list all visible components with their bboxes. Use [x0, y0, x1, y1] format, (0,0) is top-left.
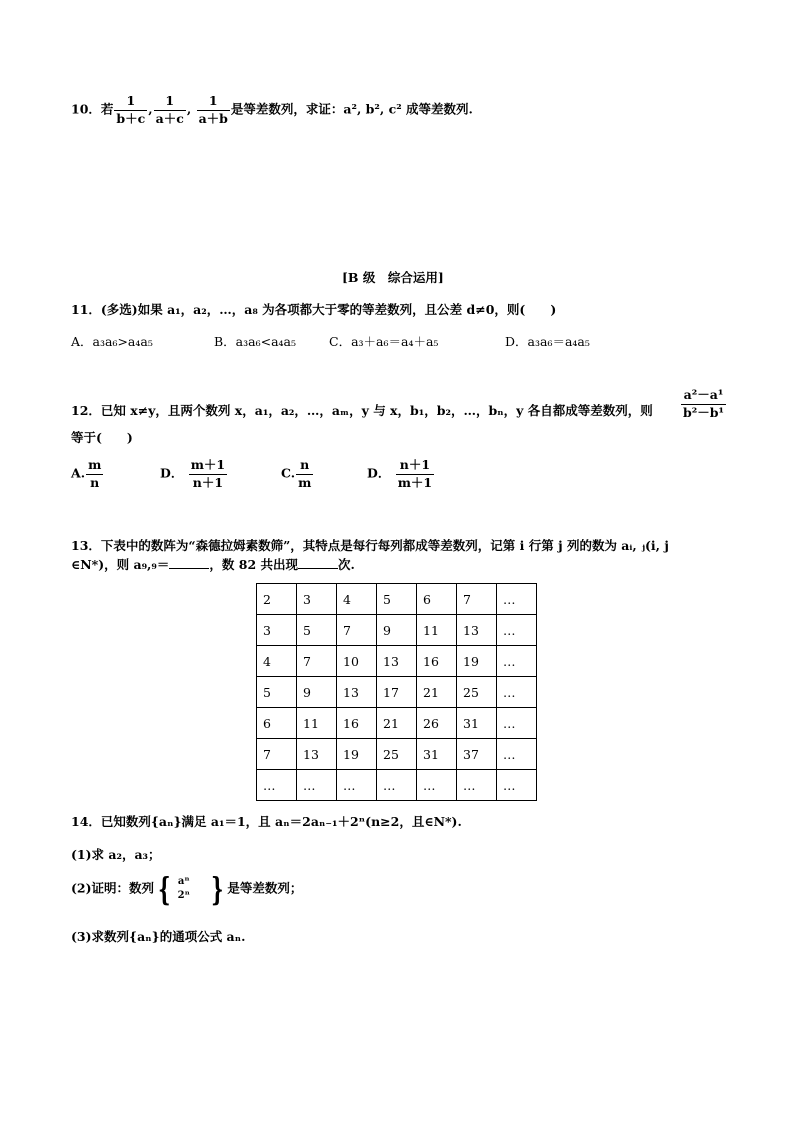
table-cell: 10: [337, 646, 377, 677]
q14-part-3: (3)求数列{aₙ}的通项公式 aₙ.: [71, 929, 246, 944]
table-cell: 17: [377, 677, 417, 708]
q12-stem-end: 等于( ): [71, 430, 133, 445]
question-11-stem: 11．(多选)如果 a₁，a₂，…，a₈ 为各项都大于零的等差数列，且公差 d≠0，则( ): [71, 302, 557, 317]
table-cell: 6: [417, 584, 457, 615]
table-cell: 37: [457, 739, 497, 770]
table-row: [257, 646, 537, 677]
table-cell: 31: [457, 708, 497, 739]
table-cell: 16: [337, 708, 377, 739]
answer-blank-1: [169, 556, 209, 569]
table-cell: 9: [297, 677, 337, 708]
table-cell: 5: [377, 584, 417, 615]
table-cell: …: [457, 770, 497, 801]
question-13-line-2: ∈N*)，则 a₉,₉＝ ，数 82 共出现 次.: [71, 557, 355, 572]
table-cell: 4: [257, 646, 297, 677]
table-row: [257, 615, 537, 646]
table-cell: 13: [377, 646, 417, 677]
q10-number: 10．若: [71, 101, 114, 117]
table-cell: …: [497, 584, 537, 615]
q12-option-a: A. $\frac{m}{n}$: [71, 457, 102, 490]
q11-option-c: C．a₃＋a₆＝a₄＋a₅: [329, 334, 439, 349]
table-cell: …: [497, 646, 537, 677]
table-cell: 11: [417, 615, 457, 646]
table-cell: 21: [377, 708, 417, 739]
table-cell: 4: [337, 584, 377, 615]
table-cell: 13: [297, 739, 337, 770]
answer-blank-2: [298, 556, 338, 569]
q14-part-2: (2)证明：数列 { aⁿ 2ⁿ } 是等差数列；: [71, 870, 303, 908]
table-cell: 19: [457, 646, 497, 677]
q12-option-b: D． $\frac{m+1}{n+1}$: [160, 457, 226, 490]
table-cell: …: [377, 770, 417, 801]
table-cell: 5: [257, 677, 297, 708]
q12-option-c: C. $\frac{n}{m}$: [281, 457, 312, 490]
table-cell: …: [417, 770, 457, 801]
table-row: [257, 584, 537, 615]
q10-fraction-3: $\frac{1}{a+b}$: [198, 93, 228, 126]
table-cell: 16: [417, 646, 457, 677]
table-cell: …: [497, 770, 537, 801]
table-cell: 7: [457, 584, 497, 615]
table-cell: …: [497, 708, 537, 739]
table-cell: 7: [257, 739, 297, 770]
table-cell: 25: [377, 739, 417, 770]
q14-part-1: (1)求 a₂，a₃；: [71, 847, 161, 862]
table-cell: 25: [457, 677, 497, 708]
table-cell: 3: [297, 584, 337, 615]
table-row: [257, 708, 537, 739]
table-cell: 21: [417, 677, 457, 708]
table-row: [257, 677, 537, 708]
q10-fraction-2: $\frac{1}{a+c}$: [155, 93, 184, 126]
q11-option-b: B．a₃a₆<a₄a₅: [214, 334, 297, 349]
table-cell: 5: [297, 615, 337, 646]
table-cell: …: [297, 770, 337, 801]
table-row: [257, 739, 537, 770]
table-row: [257, 770, 537, 801]
table-cell: 26: [417, 708, 457, 739]
table-cell: …: [337, 770, 377, 801]
table-cell: 7: [337, 615, 377, 646]
table-cell: 3: [257, 615, 297, 646]
table-cell: 13: [337, 677, 377, 708]
table-cell: …: [257, 770, 297, 801]
table-cell: 9: [377, 615, 417, 646]
question-14-stem: 14．已知数列{aₙ}满足 a₁＝1，且 aₙ＝2aₙ₋₁＋2ⁿ(n≥2，且∈N*).: [71, 814, 462, 829]
question-13-line-1: 13．下表中的数阵为“森德拉姆素数筛”，其特点是每行每列都成等差数列，记第 i 行第 j 列的数为 aᵢ, ⱼ(i, j: [71, 538, 669, 553]
q10-fraction-1: $\frac{1}{b+c}$: [116, 93, 146, 126]
table-cell: 6: [257, 708, 297, 739]
q12-option-d: D． $\frac{n+1}{m+1}$: [367, 457, 433, 490]
sundaram-sieve-table: [256, 583, 537, 801]
q12-fraction: $\frac{\text{a²－a¹}}{\text{b²－b¹}}$: [683, 387, 724, 420]
table-cell: 31: [417, 739, 457, 770]
table-cell: 13: [457, 615, 497, 646]
table-cell: …: [497, 677, 537, 708]
table-cell: 19: [337, 739, 377, 770]
question-12-stem: 12．已知 x≠y，且两个数列 x，a₁，a₂，…，aₘ，y 与 x，b₁，b₂，…，bₙ，y 各自都成等差数列，则: [71, 403, 653, 418]
table-cell: …: [497, 615, 537, 646]
table-cell: 11: [297, 708, 337, 739]
table-cell: …: [497, 739, 537, 770]
q11-option-d: D．a₃a₆＝a₄a₅: [505, 334, 590, 349]
table-cell: 2: [257, 584, 297, 615]
q10-text: 是等差数列，求证：a², b², c² 成等差数列.: [230, 101, 473, 117]
q11-option-a: A．a₃a₆>a₄a₅: [71, 334, 153, 349]
question-10: 10．若 $\frac{1}{b+c}$ , $\frac{1}{a+c}$ , $\frac{1}{a+b}$ 是等差数列，求证：a², b², c² 成等差数列.: [71, 93, 473, 126]
table-cell: 7: [297, 646, 337, 677]
section-b-heading: [B 级 综合运用]: [342, 270, 444, 285]
